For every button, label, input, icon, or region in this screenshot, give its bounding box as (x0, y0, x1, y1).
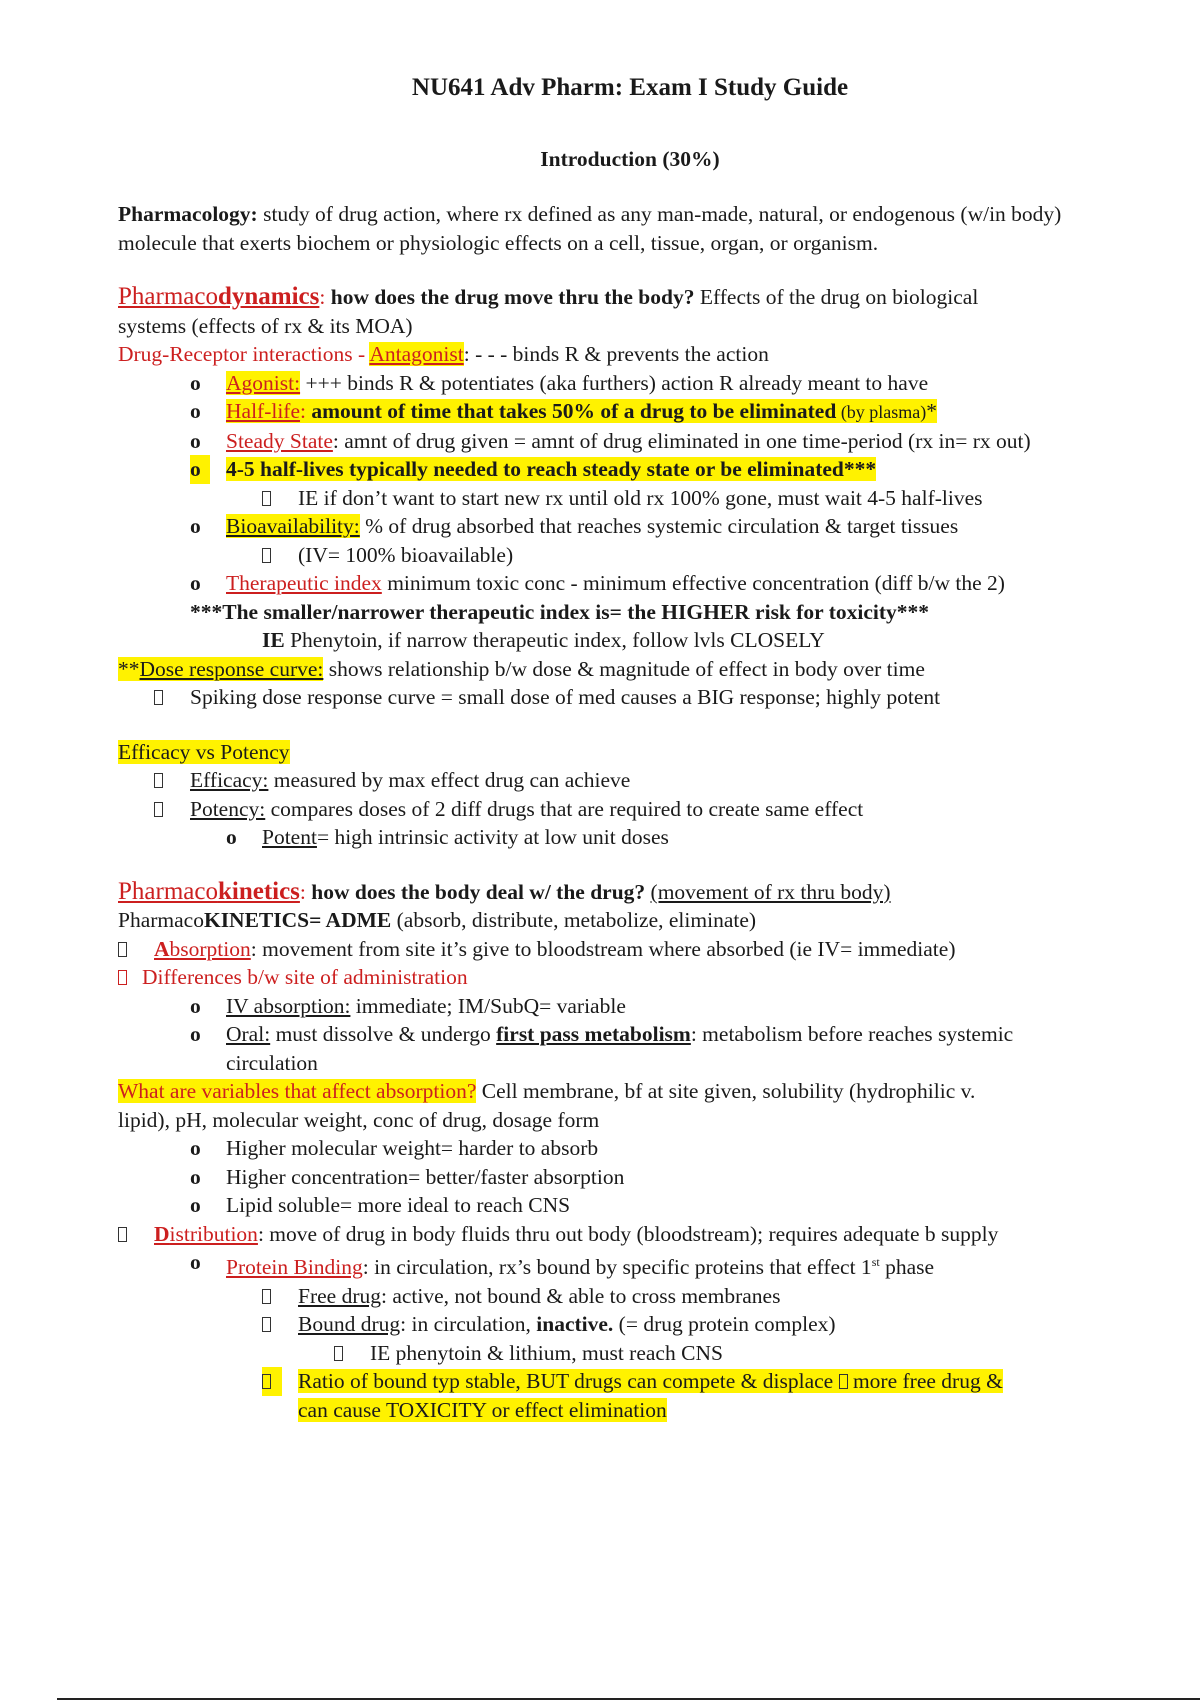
square-bullet-icon (334, 1339, 354, 1368)
pharmacokinetics-paren: (movement of rx thru body) (650, 879, 891, 904)
bullet-circle-icon: o (226, 825, 237, 849)
section-title-introduction: Introduction (30%) (540, 147, 720, 171)
square-bullet-icon (262, 1367, 282, 1396)
iv-bioavailable-text: (IV= 100% bioavailable) (298, 542, 514, 567)
iv-absorption-item (118, 992, 1133, 1021)
four-five-half-lives-text: 4-5 half-lives typically needed to reach steady state or be eliminated*** (226, 457, 877, 481)
arrow-icon (839, 1369, 848, 1393)
pharmacokinetics-colon: : (299, 879, 306, 904)
dose-response-definition: shows relationship b/w dose & magnitude of effect in body over time (323, 656, 925, 681)
oral-item (118, 1020, 1133, 1049)
distribution-term: istribution (169, 1221, 258, 1246)
ratio-item (118, 1367, 1133, 1396)
adme-line (118, 906, 1133, 935)
differences-text: Differences b/w site of administration (142, 965, 468, 989)
half-life-definition: amount of time that takes 50% of a drug to be eliminated (306, 399, 837, 423)
iv-absorption-definition: immediate; IM/SubQ= variable (350, 993, 626, 1018)
square-bullet-icon (154, 795, 174, 824)
dose-response-term: Dose response curve: (139, 656, 324, 681)
potent-term: Potent (262, 825, 317, 849)
concentration-item (118, 1163, 1133, 1192)
antagonist-term: Antagonist (369, 342, 464, 366)
document-body (118, 200, 1133, 1424)
absorption-item (118, 935, 1133, 964)
adme-prefix: Pharmaco (118, 908, 204, 932)
free-drug-definition: : active, not bound & able to cross membranes (381, 1283, 781, 1308)
bullet-circle-icon: o (190, 455, 210, 484)
ie-label: IE (262, 628, 285, 652)
protein-binding-superscript: st (871, 1255, 880, 1269)
differences-item (118, 963, 1133, 992)
variables-line-1 (118, 1077, 1133, 1106)
pharmacodynamics-term-a: Pharmaco (118, 283, 218, 310)
square-bullet-icon (118, 1220, 138, 1249)
ratio-text-1: Ratio of bound typ stable, BUT drugs can compete & displace (298, 1369, 839, 1393)
efficacy-item (118, 766, 1133, 795)
pharmacodynamics-heading (118, 283, 1133, 312)
bullet-circle-icon: o (190, 993, 201, 1018)
bullet-circle-icon: o (190, 1250, 201, 1274)
efficacy-potency-heading (118, 738, 1133, 767)
distribution-initial: D (154, 1221, 170, 1246)
dose-response-stars: ** (118, 656, 140, 681)
ratio-text-2: can cause TOXICITY or effect elimination (298, 1397, 667, 1422)
half-life-star: * (926, 399, 938, 423)
distribution-definition: : move of drug in body fluids thru out body (bloodstream); requires adequate b supply (257, 1221, 999, 1246)
bullet-circle-icon: o (190, 1193, 201, 1217)
bullet-circle-icon: o (190, 514, 201, 538)
ie-wait-text: IE if don’t want to start new rx until old rx 100% gone, must wait 4-5 half-lives (298, 485, 983, 510)
absorption-term: bsorption (169, 936, 251, 961)
half-life-colon: : (300, 399, 306, 423)
square-bullet-icon (154, 683, 174, 712)
bullet-circle-icon: o (190, 1164, 201, 1189)
pharmacokinetics-question: how does the body deal w/ the drug? (305, 879, 646, 904)
potency-term: Potency: (190, 796, 266, 821)
spiking-text: Spiking dose response curve = small dose of med causes a BIG response; highly potent (190, 685, 941, 709)
half-life-plasma-note: (by plasma) (836, 402, 927, 422)
ratio-line-2 (118, 1396, 1133, 1425)
dose-response-line (118, 655, 1133, 684)
bound-drug-term: Bound drug (298, 1312, 401, 1336)
page-title: NU641 Adv Pharm: Exam I Study Guide (411, 74, 849, 101)
bullet-circle-icon: o (190, 1022, 201, 1046)
spiking-item (118, 683, 1133, 712)
ie-lithium-item (118, 1339, 1133, 1368)
square-bullet-icon (262, 541, 282, 570)
oral-term: Oral: (226, 1022, 271, 1046)
ratio-text-1-end: more free drug & (847, 1369, 1003, 1393)
efficacy-potency-heading-text: Efficacy vs Potency (118, 739, 290, 764)
protein-binding-term: Protein Binding (226, 1255, 363, 1279)
steady-state-definition: : amnt of drug given = amnt of drug eliminated in one time-period (rx in= rx out) (332, 428, 1031, 453)
absorption-definition: : movement from site it’s give to bloodstream where absorbed (ie IV= immediate) (250, 936, 956, 961)
bullet-circle-icon: o (190, 571, 201, 595)
pharmacology-line-1 (118, 200, 1133, 229)
square-bullet-icon (262, 1310, 282, 1339)
adme-term: KINETICS= ADME (203, 908, 392, 932)
ie-phenytoin-text: Phenytoin, if narrow therapeutic index, follow lvls CLOSELY (284, 628, 825, 652)
square-bullet-icon (262, 1282, 282, 1311)
drug-receptor-line (118, 340, 1133, 369)
variables-line-2: lipid), pH, molecular weight, conc of drug, dosage form (118, 1107, 600, 1132)
molecular-weight-item (118, 1134, 1133, 1163)
protein-binding-item (118, 1248, 1133, 1282)
potent-item (118, 823, 1133, 852)
pharmacokinetics-heading (118, 878, 1133, 907)
protein-binding-definition: : in circulation, rx’s bound by specific proteins that effect 1 (362, 1255, 872, 1279)
therapeutic-index-term: Therapeutic index (226, 571, 382, 595)
bioavailability-item (118, 512, 1133, 541)
bound-drug-definition-2: (= drug protein complex) (613, 1312, 836, 1336)
four-five-half-lives-item (118, 455, 1133, 484)
agonist-term: Agonist: (226, 370, 301, 395)
bullet-circle-icon: o (190, 1136, 201, 1160)
potent-definition: = high intrinsic activity at low unit doses (316, 825, 669, 849)
agonist-definition: +++ binds R & potentiates (aka furthers) action R already meant to have (300, 370, 929, 395)
potency-item (118, 795, 1133, 824)
steady-state-item (118, 427, 1133, 456)
agonist-item (118, 369, 1133, 398)
first-pass-metabolism-term: first pass metabolism (496, 1022, 691, 1046)
ie-phenytoin-line (118, 626, 1133, 655)
pharmacokinetics-term-b: kinetics (217, 877, 300, 905)
pharmacology-term: Pharmacology: (118, 202, 258, 226)
protein-binding-end: phase (879, 1255, 935, 1279)
oral-definition-1: must dissolve & undergo (270, 1022, 497, 1046)
variables-definition: Cell membrane, bf at site given, solubility (hydrophilic v. (476, 1079, 976, 1103)
lipid-text: Lipid soluble= more ideal to reach CNS (226, 1193, 571, 1217)
bullet-circle-icon: o (190, 428, 201, 453)
lipid-item (118, 1191, 1133, 1220)
therapeutic-index-warning: ***The smaller/narrower therapeutic index is= the HIGHER risk for toxicity*** (190, 599, 930, 624)
potency-definition: compares doses of 2 diff drugs that are required to create same effect (265, 796, 864, 821)
square-bullet-icon (118, 963, 138, 992)
pharmacodynamics-rest: Effects of the drug on biological (694, 285, 979, 309)
ie-wait-item (118, 484, 1133, 513)
distribution-item (118, 1220, 1133, 1249)
antagonist-definition: : - - - binds R & prevents the action (463, 342, 769, 366)
half-life-item (118, 397, 1133, 427)
drug-receptor-label: Drug-Receptor interactions - (118, 342, 370, 366)
oral-line-2: circulation (226, 1050, 318, 1075)
free-drug-term: Free drug (298, 1283, 381, 1308)
therapeutic-index-definition: minimum toxic conc - minimum effective concentration (diff b/w the 2) (381, 571, 1005, 595)
bullet-circle-icon: o (190, 370, 201, 395)
molecular-weight-text: Higher molecular weight= harder to absorb (226, 1136, 599, 1160)
pharmacology-definition-1: study of drug action, where rx defined as any man-made, natural, or endogenous (w/in body) (257, 202, 1062, 226)
adme-rest: (absorb, distribute, metabolize, eliminate) (391, 908, 757, 932)
efficacy-term: Efficacy: (190, 768, 269, 792)
steady-state-term: Steady State (226, 428, 333, 453)
oral-definition-2: : metabolism before reaches systemic (690, 1022, 1014, 1046)
pharmacodynamics-colon: : (319, 285, 326, 309)
iv-absorption-term: IV absorption: (226, 993, 351, 1018)
half-life-term: Half-life (226, 399, 301, 423)
bioavailability-term: Bioavailability: (226, 514, 360, 538)
square-bullet-icon (262, 484, 282, 513)
pharmacodynamics-line-2: systems (effects of rx & its MOA) (118, 313, 413, 338)
free-drug-item (118, 1282, 1133, 1311)
ie-lithium-text: IE phenytoin & lithium, must reach CNS (370, 1340, 723, 1365)
pharmacodynamics-term-b: dynamics (217, 283, 320, 310)
bullet-circle-icon: o (190, 399, 201, 423)
bound-drug-item (118, 1310, 1133, 1339)
square-bullet-icon (154, 766, 174, 795)
bioavailability-definition: % of drug absorbed that reaches systemic circulation & target tissues (359, 514, 959, 538)
concentration-text: Higher concentration= better/faster absorption (226, 1164, 625, 1189)
efficacy-definition: measured by max effect drug can achieve (268, 768, 631, 792)
bound-drug-inactive: inactive. (536, 1312, 614, 1336)
iv-bioavailable-item (118, 541, 1133, 570)
pharmacodynamics-question: how does the drug move thru the body? (325, 285, 695, 309)
square-bullet-icon (118, 935, 138, 964)
absorption-initial: A (154, 936, 170, 961)
bound-drug-definition-1: : in circulation, (400, 1312, 537, 1336)
variables-question: What are variables that affect absorption? (118, 1079, 477, 1103)
pharmacokinetics-term-a: Pharmaco (118, 877, 218, 905)
therapeutic-index-item (118, 569, 1133, 598)
pharmacology-line-2: molecule that exerts biochem or physiologic effects on a cell, tissue, organ, or organism. (118, 230, 879, 255)
